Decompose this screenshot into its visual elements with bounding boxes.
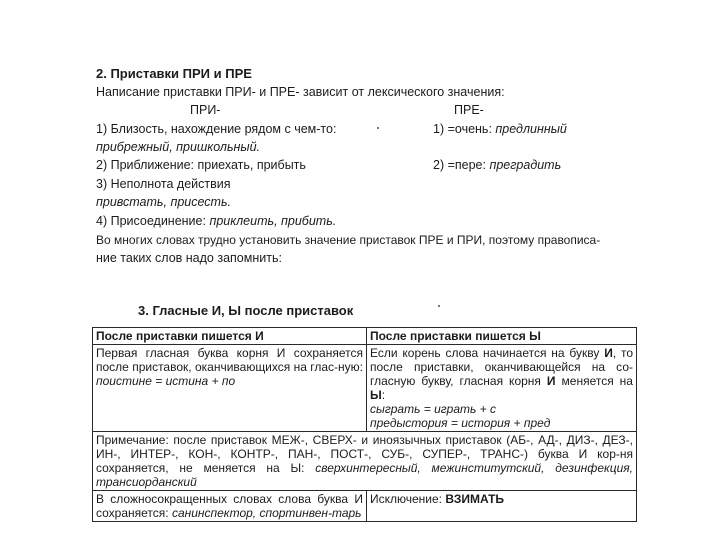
memorize-note-line-1: Во многих словах трудно установить значение приставок ПРЕ и ПРИ, поэтому правописа- xyxy=(96,233,601,247)
pri-item-2-label: 2) Приближение: приехать, прибыть xyxy=(96,158,306,172)
exception-word: ВЗИМАТЬ xyxy=(445,492,505,506)
rule-cell-y xyxy=(367,345,637,432)
pre-item-2-example: преградить xyxy=(489,158,562,172)
section-heading-prefixes: 2. Приставки ПРИ и ПРЕ xyxy=(96,66,252,81)
pre-item-1-example: предлинный xyxy=(495,122,567,136)
table-row xyxy=(93,432,637,491)
table-row xyxy=(93,491,637,522)
scan-speck xyxy=(438,305,440,307)
column-label-pri: ПРИ- xyxy=(190,103,221,117)
pri-item-1-label: 1) Близость, нахождение рядом с чем-то: xyxy=(96,122,337,136)
pre-item-1-label: 1) =очень: xyxy=(433,122,496,136)
rule-i-text: Первая гласная буква корня И сохраняется после приставок, оканчивающихся на глас-ную: xyxy=(96,346,363,374)
pri-item-4-examples: приклеить, прибить. xyxy=(209,214,337,228)
memorize-note-line-2: ние таких слов надо запомнить: xyxy=(96,251,282,265)
pre-item-1 xyxy=(433,122,567,137)
header-cell-y: После приставки пишется Ы xyxy=(367,328,637,345)
abbrev-text: В сложносокращенных словах слова буква И сохраняется: xyxy=(96,492,363,520)
intro-text: Написание приставки ПРИ- и ПРЕ- зависит от лексического значения: xyxy=(96,85,505,99)
scan-speck xyxy=(377,127,379,129)
pre-item-2 xyxy=(433,158,561,173)
section-heading-vowels: 3. Гласные И, Ы после приставок xyxy=(138,303,354,318)
rule-y-colon: : xyxy=(381,388,386,402)
exception-label: Исключение: xyxy=(370,492,446,506)
rule-y-example-1: сыграть = играть + с xyxy=(370,402,496,416)
pri-item-4 xyxy=(96,214,336,229)
pri-item-4-label: 4) Присоединение: xyxy=(96,214,210,228)
rule-y-text-a: Если корень слова начинается на букву xyxy=(370,346,605,360)
abbrev-cell xyxy=(93,491,367,522)
pri-item-1-examples: прибрежный, пришкольный. xyxy=(96,140,261,154)
rule-y-text-c: меняется на xyxy=(555,374,633,388)
note-text: Примечание: после приставок МЕЖ-, СВЕРХ- и иноязычных приставок (АБ-, АД-, ДИЗ-, ДЕЗ-, ИН-, ИНТЕР-, КОН-, КОНТР-, ПАН-, ПОСТ-, СУБ-, СУПЕР-, ТРАНС-) буква И кор-ня сохраняется, не меняется на Ы: xyxy=(96,433,633,475)
rule-y-letter-i: И xyxy=(604,346,613,360)
rule-y-text-b: , то после приставки, оканчивающейся на со-гласную букву, гласная корня xyxy=(370,346,633,388)
note-cell xyxy=(93,432,637,491)
rule-i-example: поистине = истина + по xyxy=(96,374,236,388)
rule-y-text xyxy=(370,346,633,402)
exception-cell xyxy=(367,491,637,522)
rule-y-letter-i-2: И xyxy=(546,374,556,388)
pre-item-2-label: 2) =пере: xyxy=(433,158,490,172)
pri-item-3-examples: привстать, присесть. xyxy=(96,195,231,209)
abbrev-example: санинспектор, спортинвен-тарь xyxy=(171,506,362,520)
rule-y-example-2: предыстория = история + пред xyxy=(370,416,551,430)
rules-table xyxy=(92,327,637,522)
column-label-pre: ПРЕ- xyxy=(454,103,484,117)
rule-y-letter-y: Ы xyxy=(370,388,382,402)
note-examples: сверхинтересный, межинститутский, дезинфекция, трансиорданский xyxy=(96,461,634,489)
header-cell-i: После приставки пишется И xyxy=(93,328,367,345)
table-header-row xyxy=(93,328,637,345)
rule-cell-i xyxy=(93,345,367,432)
pri-item-3-label: 3) Неполнота действия xyxy=(96,177,231,191)
table-row xyxy=(93,345,637,432)
